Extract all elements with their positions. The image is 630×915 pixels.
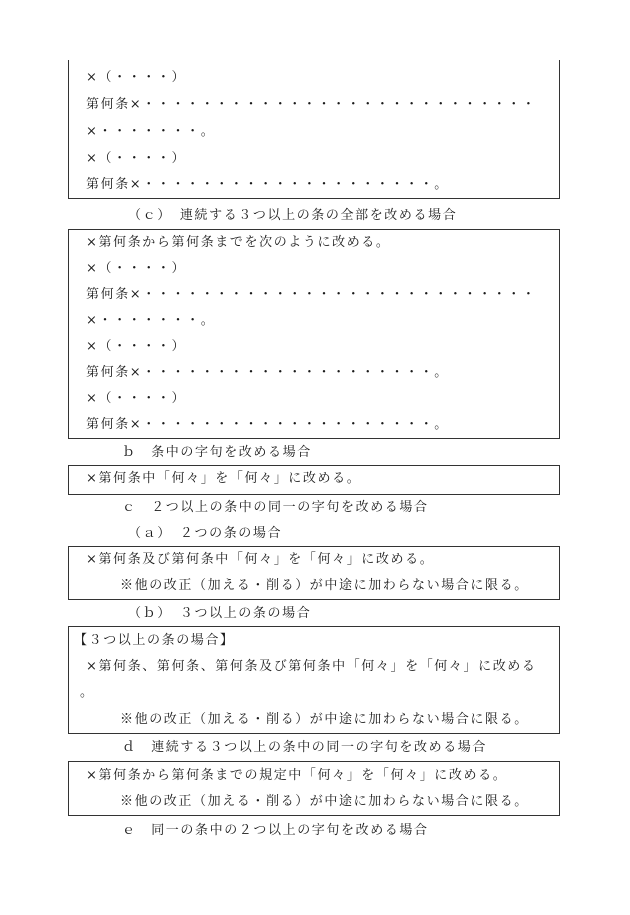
- box-line: ×（・・・・）: [86, 70, 187, 85]
- box-line: ×・・・・・・・。: [86, 313, 216, 328]
- box-line: ×第何条及び第何条中「何々」を「何々」に改める。: [86, 552, 435, 567]
- box-line: ×第何条から第何条までの規定中「何々」を「何々」に改める。: [86, 768, 508, 783]
- box-line: 第何条×・・・・・・・・・・・・・・・・・・・・。: [86, 365, 449, 380]
- box-line: 第何条×・・・・・・・・・・・・・・・・・・・・。: [86, 177, 449, 192]
- box-line: 第何条×・・・・・・・・・・・・・・・・・・・・。: [86, 417, 449, 432]
- heading-b: ｂ 条中の字句を改める場合: [122, 445, 312, 460]
- heading-c-consecutive: （ｃ） 連続する３つ以上の条の全部を改める場合: [128, 208, 458, 223]
- box-line: ×（・・・・）: [86, 261, 187, 276]
- box-note: ※他の改正（加える・削る）が中途に加わらない場合に限る。: [120, 578, 529, 593]
- heading-c-b: （ｂ） ３つ以上の条の場合: [128, 606, 312, 621]
- box-line: ×・・・・・・・。: [86, 124, 216, 139]
- box-line: ×第何条中「何々」を「何々」に改める。: [86, 471, 362, 486]
- box-line: ×（・・・・）: [86, 339, 187, 354]
- box-note: ※他の改正（加える・削る）が中途に加わらない場合に限る。: [120, 712, 529, 727]
- box-note: ※他の改正（加える・削る）が中途に加わらない場合に限る。: [120, 794, 529, 809]
- box-line: ×（・・・・）: [86, 391, 187, 406]
- box-line: 第何条×・・・・・・・・・・・・・・・・・・・・・・・・・・・: [86, 97, 537, 112]
- box-line: ×第何条、第何条、第何条及び第何条中「何々」を「何々」に改める: [86, 659, 537, 674]
- box-title: 【３つ以上の条の場合】: [74, 633, 235, 648]
- box-line: ×（・・・・）: [86, 151, 187, 166]
- box-line: 。: [80, 685, 95, 700]
- heading-c-a: （ａ） ２つの条の場合: [128, 526, 283, 541]
- box-line: ×第何条から第何条までを次のように改める。: [86, 235, 391, 250]
- heading-d: ｄ 連続する３つ以上の条中の同一の字句を改める場合: [122, 740, 488, 755]
- box-line: 第何条×・・・・・・・・・・・・・・・・・・・・・・・・・・・: [86, 287, 537, 302]
- heading-e: ｅ 同一の条中の２つ以上の字句を改める場合: [122, 823, 429, 838]
- heading-c: ｃ ２つ以上の条中の同一の字句を改める場合: [122, 500, 429, 515]
